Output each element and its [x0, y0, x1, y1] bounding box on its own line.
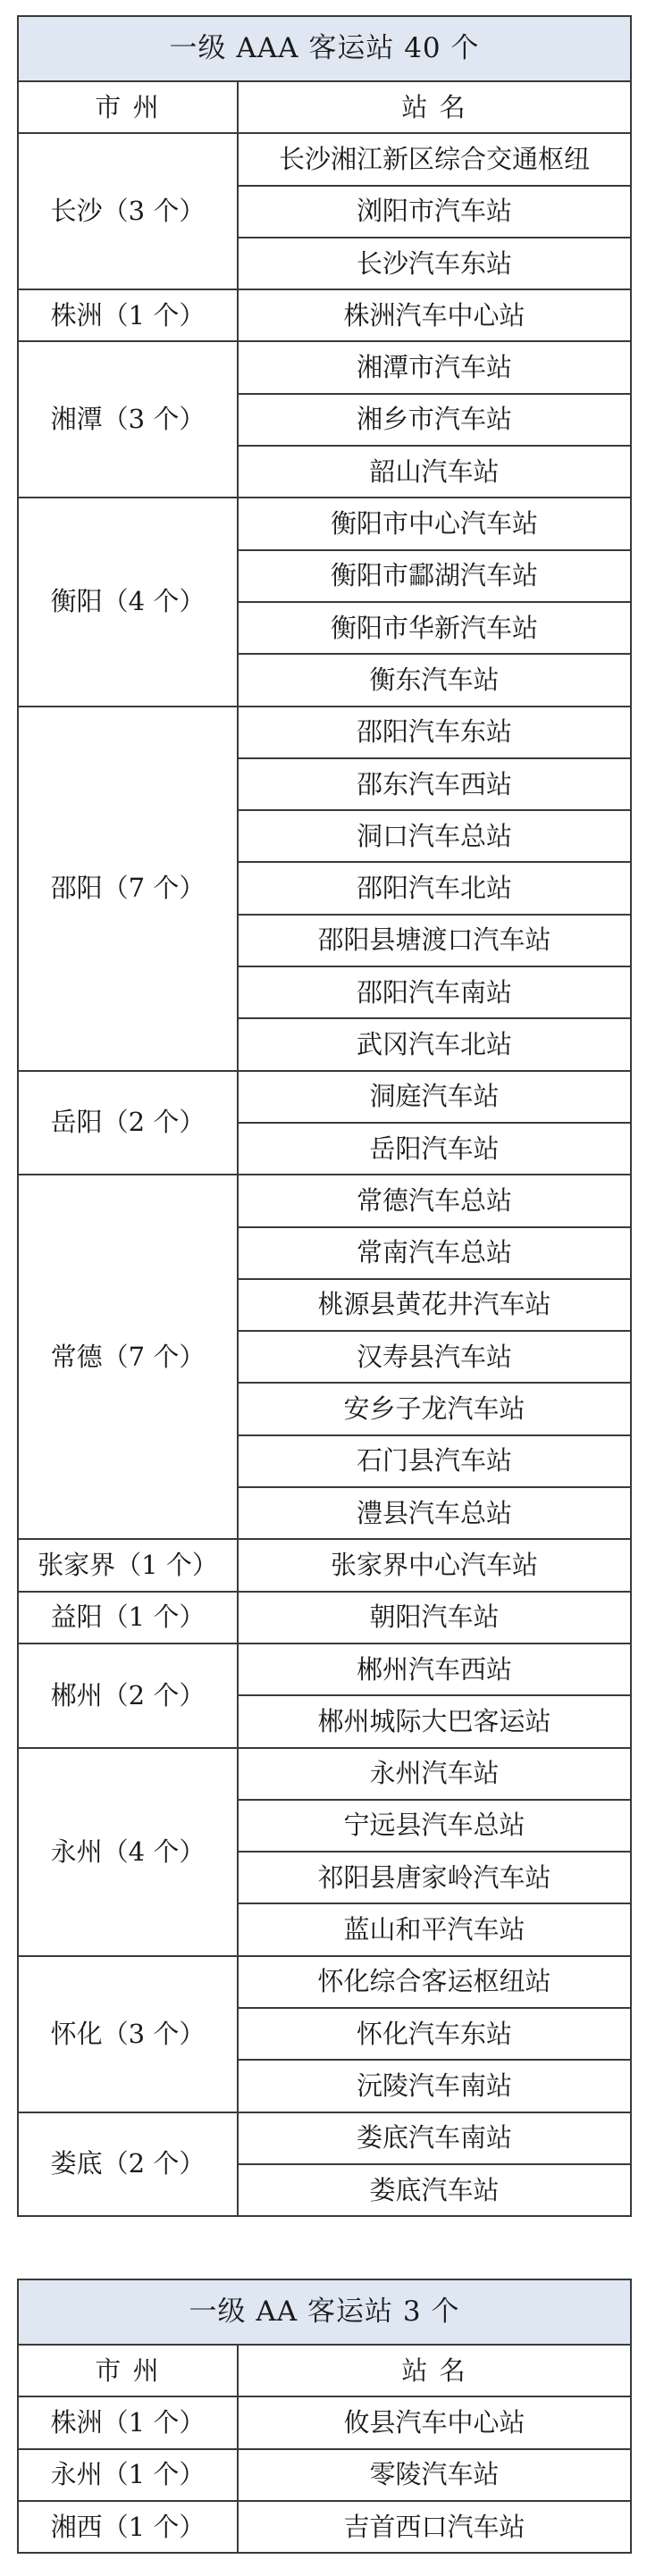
station-name: 邵阳汽车南站	[238, 966, 631, 1018]
station-name: 衡阳市华新汽车站	[238, 602, 631, 654]
station-name: 怀化汽车东站	[238, 2008, 631, 2060]
city-name: 郴州（2 个）	[18, 1643, 238, 1748]
aaa-table-body	[18, 16, 631, 2216]
station-name: 衡阳市酃湖汽车站	[238, 550, 631, 602]
station-name: 吉首西口汽车站	[238, 2501, 631, 2553]
table-row	[18, 2112, 631, 2164]
station-name: 张家界中心汽车站	[238, 1539, 631, 1591]
city-name: 娄底（2 个）	[18, 2112, 238, 2217]
header-city: 市 州	[18, 2345, 238, 2396]
table-row	[18, 133, 631, 185]
table-row	[18, 1592, 631, 1643]
station-name: 衡东汽车站	[238, 654, 631, 706]
station-name: 沅陵汽车南站	[238, 2060, 631, 2112]
station-name: 株洲汽车中心站	[238, 289, 631, 341]
table-row	[18, 707, 631, 758]
station-name: 武冈汽车北站	[238, 1018, 631, 1070]
station-name: 洞庭汽车站	[238, 1071, 631, 1123]
table-row	[18, 289, 631, 341]
station-name: 娄底汽车站	[238, 2164, 631, 2216]
station-name: 安乡子龙汽车站	[238, 1383, 631, 1434]
station-name: 长沙湘江新区综合交通枢纽	[238, 133, 631, 185]
city-name: 长沙（3 个）	[18, 133, 238, 289]
station-name: 洞口汽车总站	[238, 810, 631, 862]
station-name: 桃源县黄花井汽车站	[238, 1279, 631, 1331]
station-name: 湘乡市汽车站	[238, 394, 631, 446]
station-name: 邵阳汽车东站	[238, 707, 631, 758]
station-name: 永州汽车站	[238, 1748, 631, 1800]
aa-station-table	[17, 2279, 632, 2554]
header-city: 市 州	[18, 81, 238, 133]
station-name: 蓝山和平汽车站	[238, 1903, 631, 1955]
station-name: 娄底汽车南站	[238, 2112, 631, 2164]
table-row	[18, 1748, 631, 1800]
station-name: 韶山汽车站	[238, 446, 631, 498]
table-row	[18, 1071, 631, 1123]
city-name: 岳阳（2 个）	[18, 1071, 238, 1175]
city-name: 湘西（1 个）	[18, 2501, 238, 2553]
table-header-row	[18, 81, 631, 133]
station-name: 澧县汽车总站	[238, 1487, 631, 1539]
city-name: 永州（4 个）	[18, 1748, 238, 1956]
station-name: 衡阳市中心汽车站	[238, 498, 631, 549]
section-title-row	[18, 16, 631, 81]
station-name: 常南汽车总站	[238, 1227, 631, 1279]
station-name: 石门县汽车站	[238, 1435, 631, 1487]
header-station: 站 名	[238, 81, 631, 133]
table-row	[18, 2501, 631, 2553]
station-name: 浏阳市汽车站	[238, 186, 631, 238]
station-name: 常德汽车总站	[238, 1175, 631, 1226]
city-name: 衡阳（4 个）	[18, 498, 238, 706]
city-name: 常德（7 个）	[18, 1175, 238, 1539]
city-name: 株洲（1 个）	[18, 289, 238, 341]
station-name: 朝阳汽车站	[238, 1592, 631, 1643]
city-name: 株洲（1 个）	[18, 2396, 238, 2448]
station-name: 宁远县汽车总站	[238, 1800, 631, 1852]
station-name: 祁阳县唐家岭汽车站	[238, 1852, 631, 1903]
table-row	[18, 498, 631, 549]
station-name: 攸县汽车中心站	[238, 2396, 631, 2448]
city-name: 邵阳（7 个）	[18, 707, 238, 1071]
station-name: 湘潭市汽车站	[238, 341, 631, 393]
station-name: 邵阳汽车北站	[238, 862, 631, 914]
station-name: 长沙汽车东站	[238, 238, 631, 289]
aa-table-body	[18, 2279, 631, 2553]
city-name: 永州（1 个）	[18, 2449, 238, 2501]
station-name: 怀化综合客运枢纽站	[238, 1956, 631, 2008]
station-name: 邵阳县塘渡口汽车站	[238, 915, 631, 966]
city-name: 张家界（1 个）	[18, 1539, 238, 1591]
station-name: 邵东汽车西站	[238, 758, 631, 810]
table-row	[18, 1643, 631, 1695]
table-row	[18, 2449, 631, 2501]
table-row	[18, 1539, 631, 1591]
table-row	[18, 341, 631, 393]
table-header-row	[18, 2345, 631, 2396]
section-title-row	[18, 2279, 631, 2345]
station-name: 郴州汽车西站	[238, 1643, 631, 1695]
station-name: 汉寿县汽车站	[238, 1331, 631, 1383]
station-name: 零陵汽车站	[238, 2449, 631, 2501]
table-row	[18, 1956, 631, 2008]
header-station: 站 名	[238, 2345, 631, 2396]
section-title: 一级 AAA 客运站 40 个	[18, 16, 631, 81]
city-name: 湘潭（3 个）	[18, 341, 238, 498]
aaa-station-table	[17, 15, 632, 2217]
table-row	[18, 2396, 631, 2448]
station-name: 郴州城际大巴客运站	[238, 1695, 631, 1747]
station-name: 岳阳汽车站	[238, 1123, 631, 1175]
city-name: 益阳（1 个）	[18, 1592, 238, 1643]
section-title: 一级 AA 客运站 3 个	[18, 2279, 631, 2345]
table-row	[18, 1175, 631, 1226]
city-name: 怀化（3 个）	[18, 1956, 238, 2112]
